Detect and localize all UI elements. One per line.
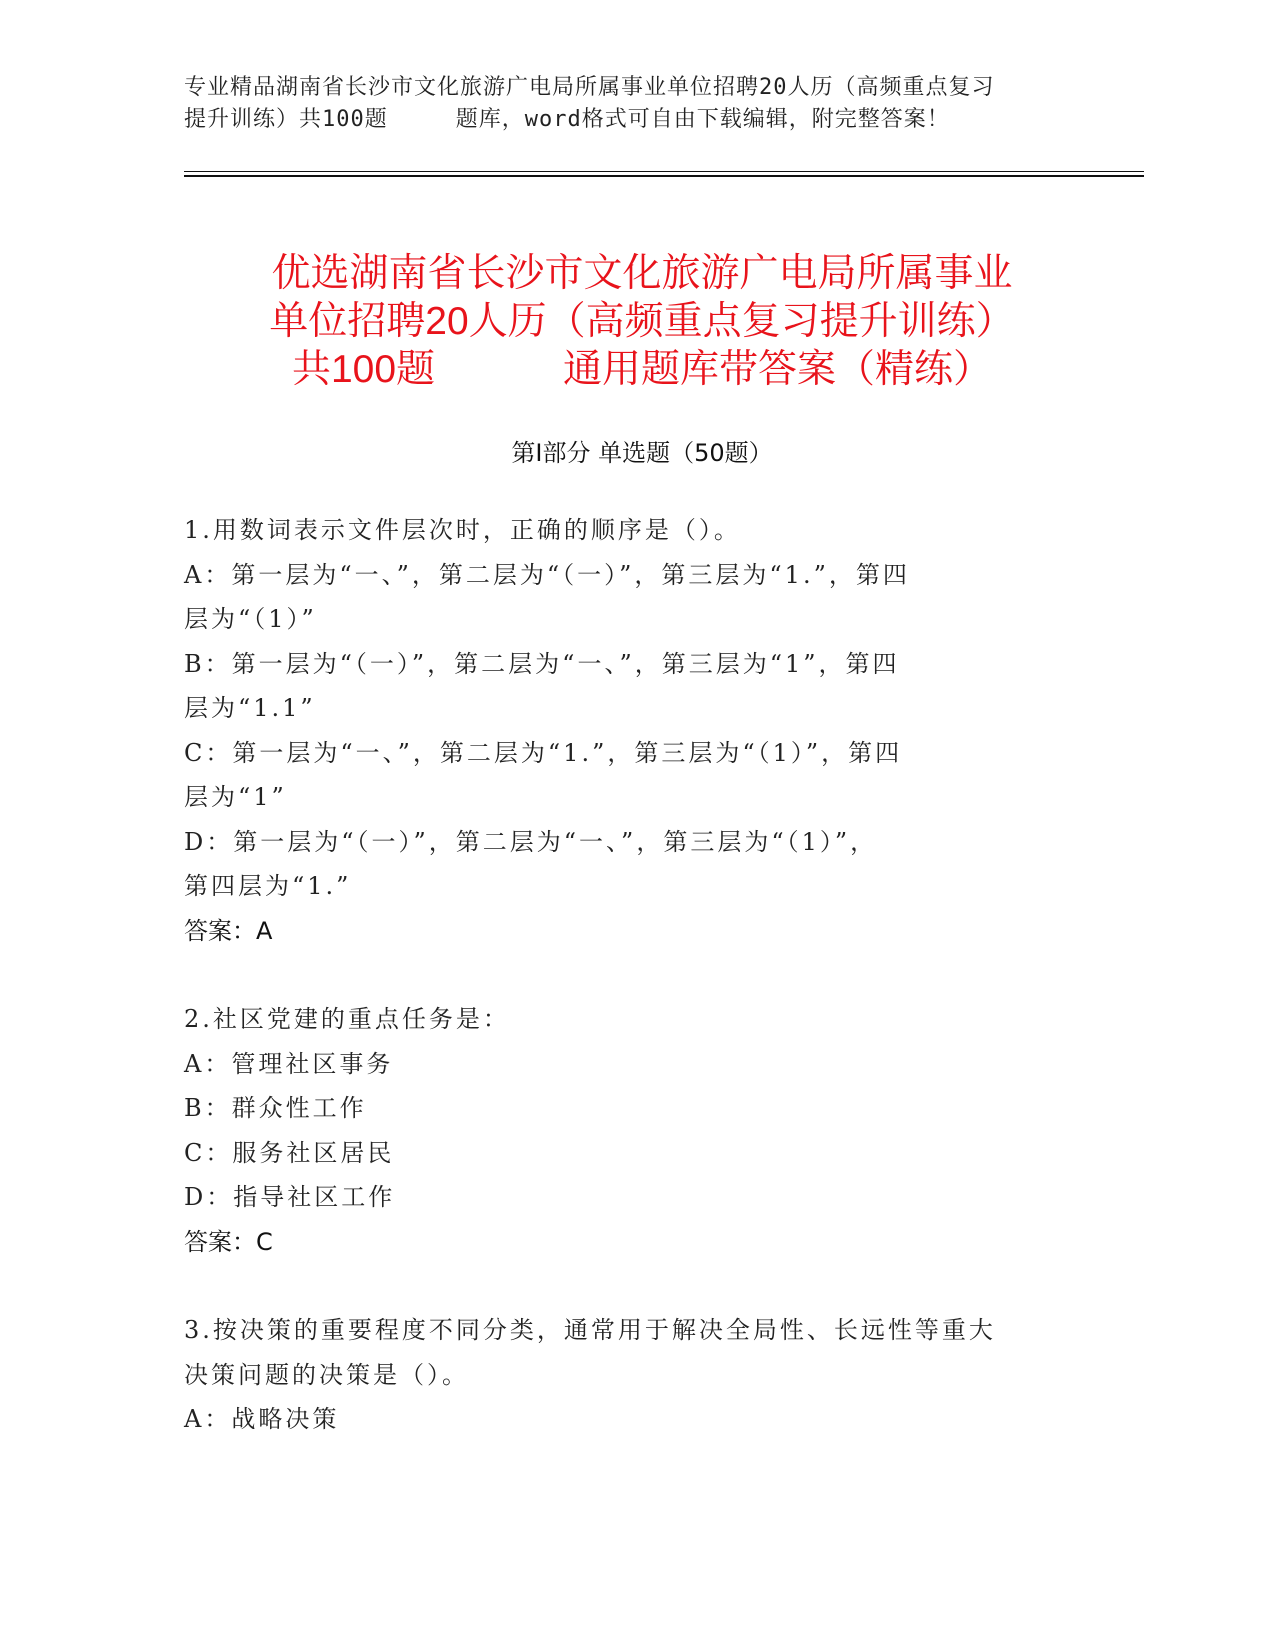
header-line-2-part-2: 题库，word格式可自由下载编辑，附完整答案！ xyxy=(455,107,950,132)
question-stem: 3.按决策的重要程度不同分类，通常用于解决全局性、长远性等重大 xyxy=(184,1316,996,1344)
option-a: A：管理社区事务 xyxy=(184,1049,394,1078)
question-spacer xyxy=(184,953,1064,997)
option-c-continued: 层为“1” xyxy=(184,783,287,811)
question-list xyxy=(184,508,1064,1442)
answer-line: 答案：C xyxy=(184,1227,273,1256)
option-c: C：服务社区居民 xyxy=(184,1138,395,1167)
header-rule-thin xyxy=(184,171,1144,172)
question-2 xyxy=(184,997,1064,1264)
option-d-continued: 第四层为“1.” xyxy=(184,872,352,900)
option-b-continued: 层为“1.1” xyxy=(184,694,316,722)
question-spacer xyxy=(184,1264,1064,1308)
title-line-3 xyxy=(184,346,1100,394)
option-d: D：第一层为“（一）”，第二层为“一、”，第三层为“（1）”， xyxy=(184,827,878,856)
option-b: B：第一层为“（一）”，第二层为“一、”，第三层为“1”，第四 xyxy=(184,649,900,678)
title-line-1: 优选湖南省长沙市文化旅游广电局所属事业 xyxy=(271,252,1013,296)
header-line-1: 专业精品湖南省长沙市文化旅游广电局所属事业单位招聘20人历（高频重点复习 xyxy=(184,75,995,100)
document-title xyxy=(184,250,1100,394)
page-header xyxy=(184,72,1084,136)
option-d: D：指导社区工作 xyxy=(184,1183,396,1211)
option-a-continued: 层为“（1）” xyxy=(184,605,317,633)
question-stem-continued: 决策问题的决策是（）。 xyxy=(184,1360,469,1389)
title-line-2: 单位招聘20人历（高频重点复习提升训练） xyxy=(269,300,1015,344)
header-line-2 xyxy=(184,104,1084,136)
header-line-2-part-1: 提升训练）共100题 xyxy=(184,107,388,132)
option-a: A：第一层为“一、”，第二层为“（一）”，第三层为“1.”，第四 xyxy=(184,560,910,589)
option-b: B：群众性工作 xyxy=(184,1094,367,1122)
option-a: A：战略决策 xyxy=(184,1405,340,1433)
question-1 xyxy=(184,508,1064,953)
question-3 xyxy=(184,1308,1064,1442)
option-c: C：第一层为“一、”，第二层为“1.”，第三层为“（1）”，第四 xyxy=(184,738,903,767)
title-line-3-part-1: 共100题 xyxy=(291,348,436,392)
question-stem: 2.社区党建的重点任务是： xyxy=(184,1005,510,1033)
title-line-3-part-2: 通用题库带答案（精练） xyxy=(563,348,993,392)
section-heading: 第Ⅰ部分 单选题（50题） xyxy=(511,439,773,467)
question-stem: 1.用数词表示文件层次时，正确的顺序是（）。 xyxy=(184,516,741,544)
header-rule-thick xyxy=(184,175,1144,177)
answer-line: 答案：A xyxy=(184,916,273,945)
